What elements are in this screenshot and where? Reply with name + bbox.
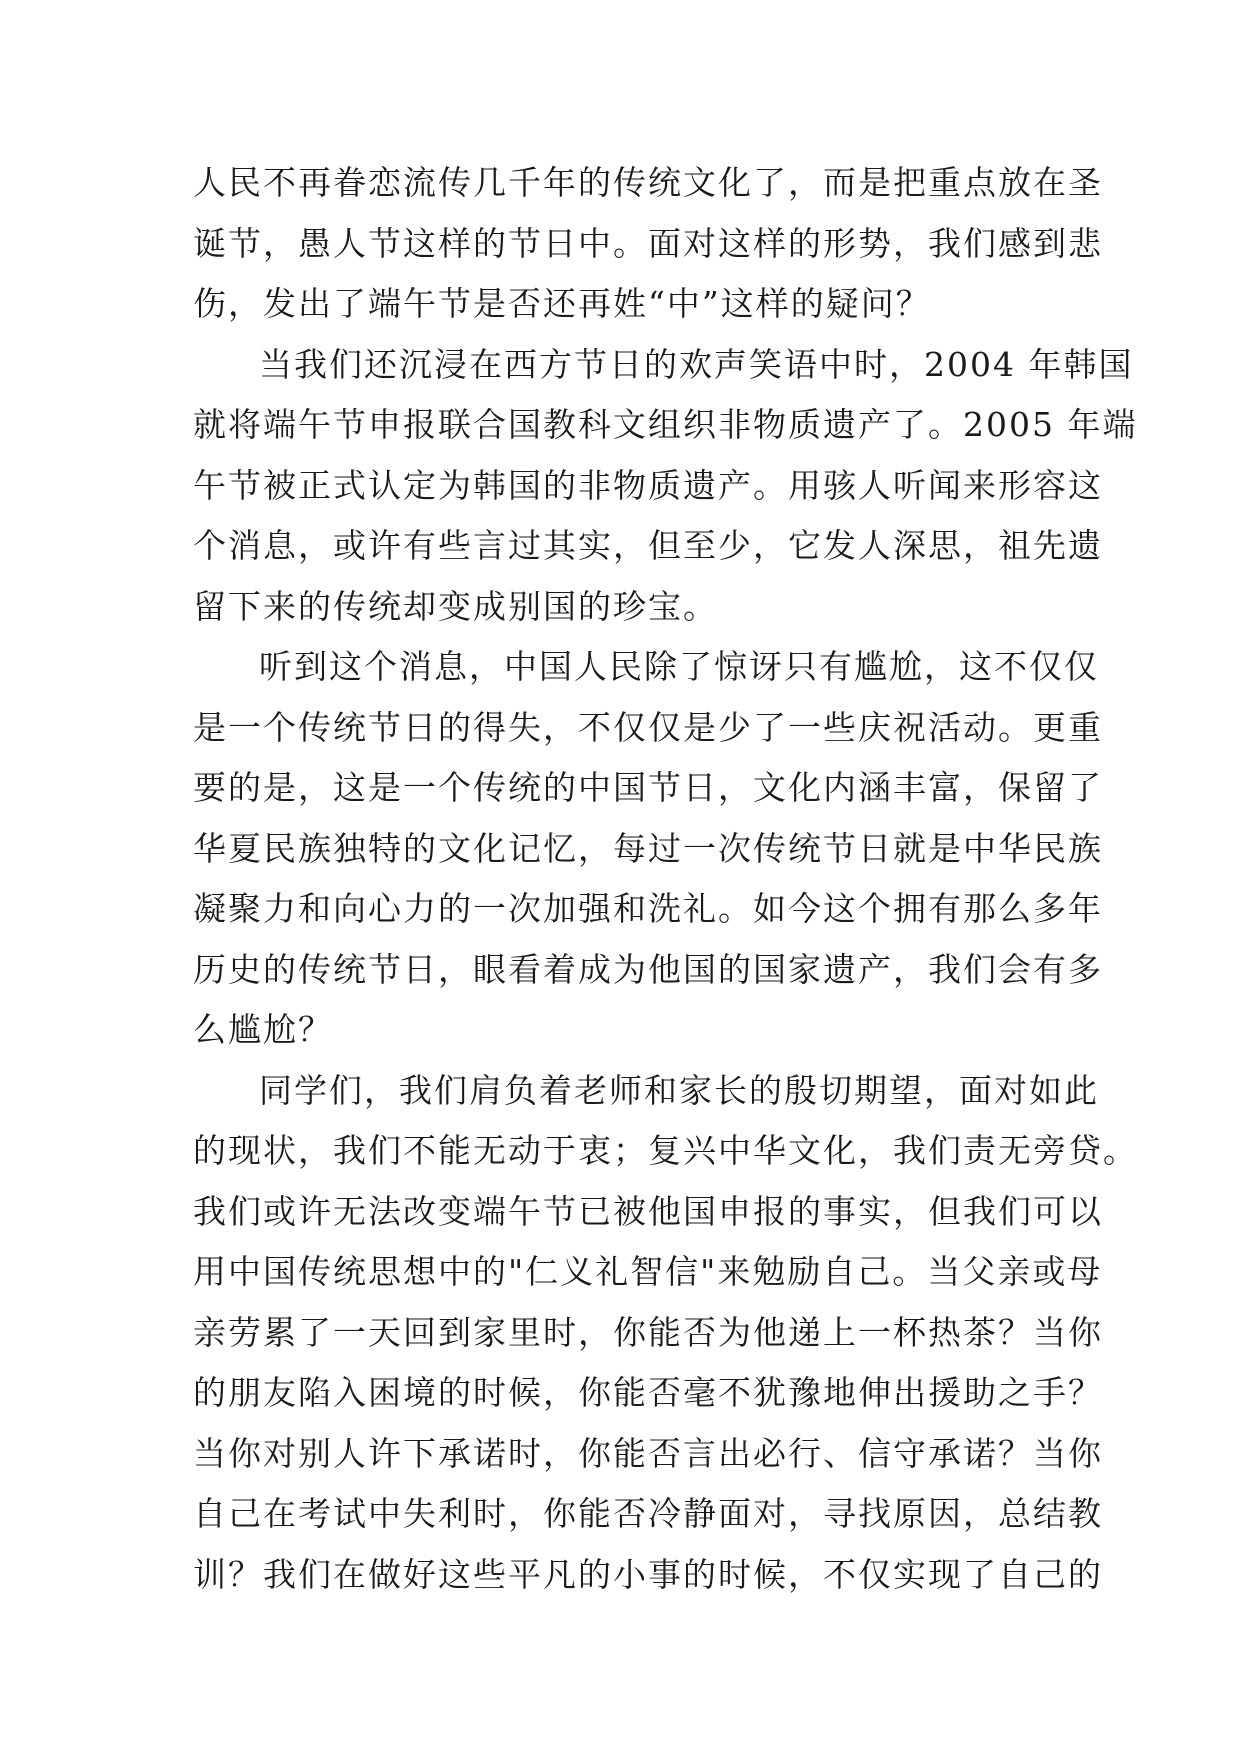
text-line: 凝聚力和向心力的一次加强和洗礼。如今这个拥有那么多年 xyxy=(193,889,1103,928)
text-line: 伤，发出了端午节是否还再姓“中”这样的疑问？ xyxy=(193,284,931,323)
text-line: 午节被正式认定为韩国的非物质遗产。用骇人听闻来形容这 xyxy=(193,465,1103,505)
text-line: 么尴尬？ xyxy=(193,1010,333,1049)
text-line: 亲劳累了一天回到家里时，你能否为他递上一杯热茶？当你 xyxy=(193,1312,1103,1352)
text-line: 留下来的传统却变成别国的珍宝。 xyxy=(193,586,718,626)
text-line: 诞节，愚人节这样的节日中。面对这样的形势，我们感到悲 xyxy=(193,223,1103,263)
text-line: 当我们还沉浸在西方节日的欢声笑语中时，2004 年韩国 xyxy=(259,344,1134,384)
text-line: 训？我们在做好这些平凡的小事的时候，不仅实现了自己的 xyxy=(193,1554,1103,1594)
text-line: 的朋友陷入困境的时候，你能否毫不犹豫地伸出援助之手？ xyxy=(193,1373,1103,1412)
text-line: 自己在考试中失利时，你能否冷静面对，寻找原因，总结教 xyxy=(193,1494,1103,1533)
text-line: 要的是，这是一个传统的中国节日，文化内涵丰富，保留了 xyxy=(193,768,1103,807)
text-line: 是一个传统节日的得失，不仅仅是少了一些庆祝活动。更重 xyxy=(193,707,1103,747)
text-line: 听到这个消息，中国人民除了惊讶只有尴尬，这不仅仅 xyxy=(259,647,1099,686)
text-line: 用中国传统思想中的"仁义礼智信"来勉励自己。当父亲或母 xyxy=(193,1252,1103,1291)
text-line: 华夏民族独特的文化记忆，每过一次传统节日就是中华民族 xyxy=(193,828,1103,868)
text-line: 我们或许无法改变端午节已被他国申报的事实，但我们可以 xyxy=(193,1191,1103,1231)
text-line: 的现状，我们不能无动于衷；复兴中华文化，我们责无旁贷。 xyxy=(193,1131,1138,1170)
text-line: 个消息，或许有些言过其实，但至少，它发人深思，祖先遗 xyxy=(193,526,1103,565)
text-line: 就将端午节申报联合国教科文组织非物质遗产了。2005 年端 xyxy=(193,405,1138,444)
text-line: 当你对别人许下承诺时，你能否言出必行、信守承诺？当你 xyxy=(193,1433,1103,1473)
body-text xyxy=(193,153,1138,1605)
text-line: 同学们，我们肩负着老师和家长的殷切期望，面对如此 xyxy=(259,1070,1099,1110)
text-line: 历史的传统节日，眼看着成为他国的国家遗产，我们会有多 xyxy=(193,949,1103,989)
text-line: 人民不再眷恋流传几千年的传统文化了，而是把重点放在圣 xyxy=(193,163,1103,202)
